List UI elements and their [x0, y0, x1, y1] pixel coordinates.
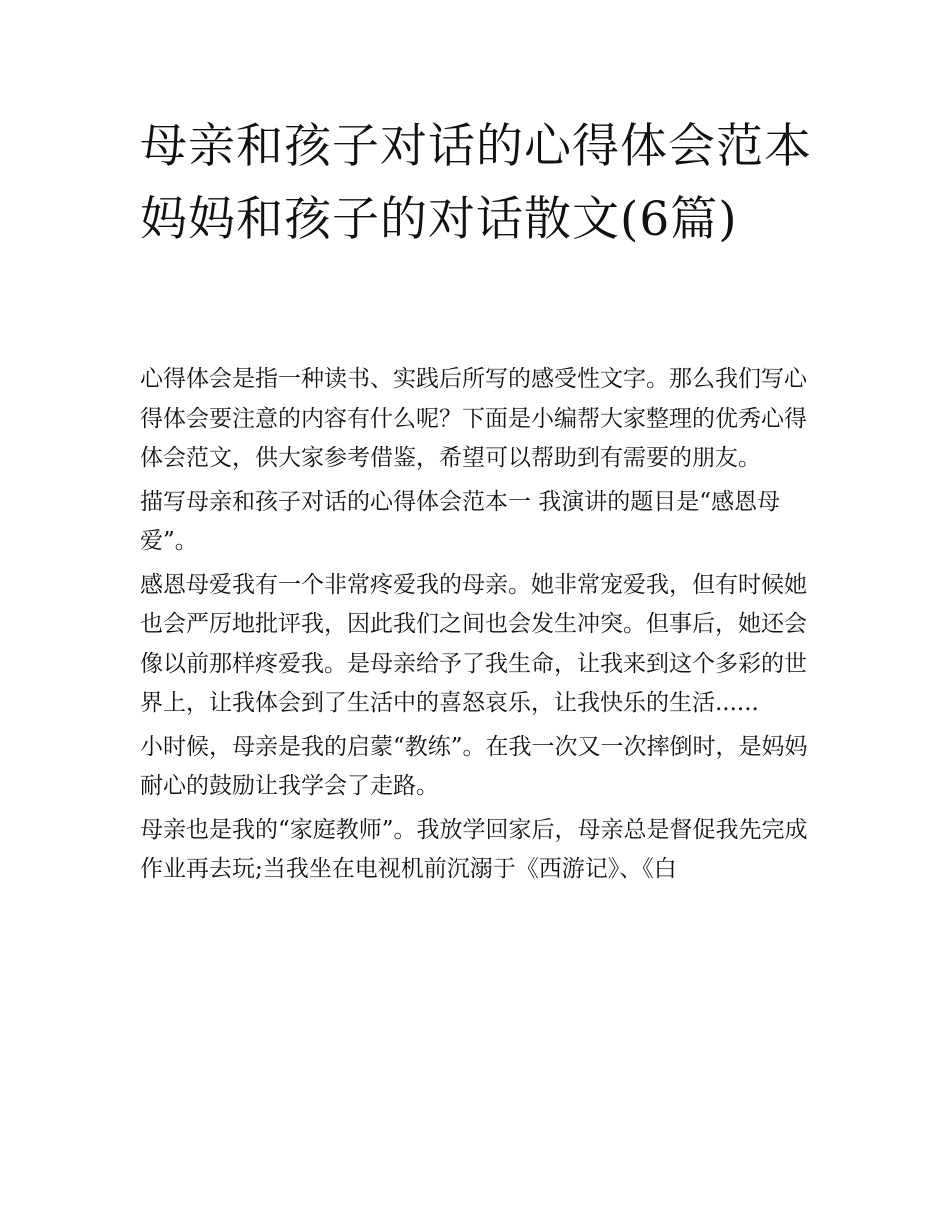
paragraph: 小时候，母亲是我的启蒙“教练”。在我一次又一次摔倒时，是妈妈耐心的鼓励让我学会了走路。 [140, 733, 808, 799]
document-body [140, 360, 820, 894]
paragraph: 描写母亲和孩子对话的心得体会范本一 我演讲的题目是“感恩母爱”。 [140, 488, 781, 554]
paragraph: 心得体会是指一种读书、实践后所写的感受性文字。那么我们写心得体会要注意的内容有什么呢？下面是小编帮大家整理的优秀心得体会范文，供大家参考借鉴，希望可以帮助到有需要的朋友。 [140, 366, 807, 471]
paragraph: 感恩母爱我有一个非常疼爱我的母亲。她非常宠爱我，但有时候她也会严厉地批评我，因此我们之间也会发生冲突。但事后，她还会像以前那样疼爱我。是母亲给予了我生命，让我来到这个多彩的世界上，让我体会到了生活中的喜怒哀乐，让我快乐的生活...... [140, 571, 807, 716]
paragraph: 母亲也是我的“家庭教师”。我放学回家后，母亲总是督促我先完成作业再去玩;当我坐在电视机前沉溺于《西游记》、《白 [140, 816, 808, 882]
document-title: 母亲和孩子对话的心得体会范本 妈妈和孩子的对话散文(6篇) [140, 119, 812, 247]
